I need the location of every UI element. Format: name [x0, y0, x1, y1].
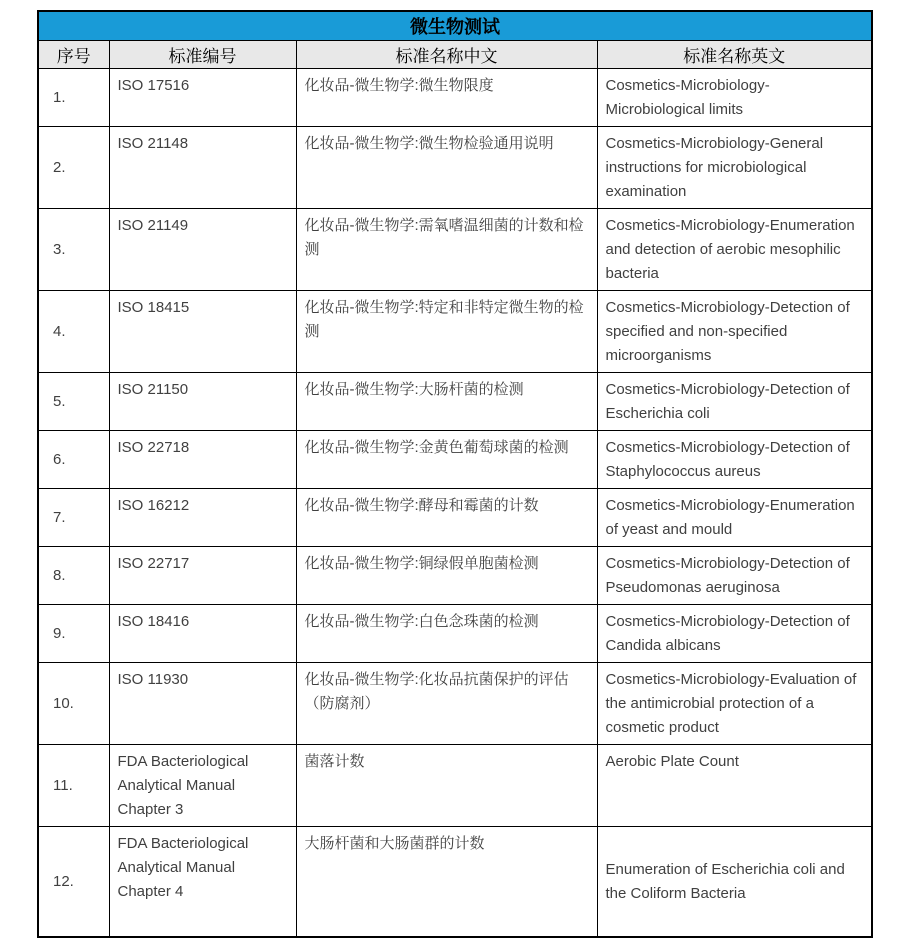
- column-header-code: 标准编号: [109, 41, 296, 69]
- cell-cn: 化妆品-微生物学:微生物限度: [296, 69, 597, 127]
- cell-en: Cosmetics-Microbiology-Detection of Candida albicans: [597, 605, 872, 663]
- cell-code: ISO 18416: [109, 605, 296, 663]
- cell-cn: 菌落计数: [296, 745, 597, 827]
- cell-code: FDA Bacteriological Analytical Manual Chapter 3: [109, 745, 296, 827]
- column-header-no: 序号: [38, 41, 109, 69]
- cell-code: ISO 21149: [109, 209, 296, 291]
- table-row: [38, 663, 872, 745]
- cell-en: Aerobic Plate Count: [597, 745, 872, 827]
- cell-no: 1.: [38, 69, 109, 127]
- cell-en: Cosmetics-Microbiology-Microbiological limits: [597, 69, 872, 127]
- cell-code: ISO 22717: [109, 547, 296, 605]
- cell-code: ISO 21148: [109, 127, 296, 209]
- cell-cn: 大肠杆菌和大肠菌群的计数: [296, 827, 597, 937]
- table-row: [38, 291, 872, 373]
- cell-cn: 化妆品-微生物学:金黄色葡萄球菌的检测: [296, 431, 597, 489]
- cell-cn: 化妆品-微生物学:化妆品抗菌保护的评估（防腐剂）: [296, 663, 597, 745]
- cell-cn: 化妆品-微生物学:酵母和霉菌的计数: [296, 489, 597, 547]
- cell-no: 4.: [38, 291, 109, 373]
- cell-code: ISO 22718: [109, 431, 296, 489]
- cell-en: Cosmetics-Microbiology-Detection of Escherichia coli: [597, 373, 872, 431]
- table-row: [38, 209, 872, 291]
- cell-cn: 化妆品-微生物学:需氧嗜温细菌的计数和检测: [296, 209, 597, 291]
- table-row: [38, 827, 872, 937]
- cell-en: Enumeration of Escherichia coli and the Coliform Bacteria: [597, 827, 872, 937]
- cell-code: ISO 11930: [109, 663, 296, 745]
- column-header-cn: 标准名称中文: [296, 41, 597, 69]
- cell-no: 10.: [38, 663, 109, 745]
- cell-code: ISO 18415: [109, 291, 296, 373]
- cell-no: 3.: [38, 209, 109, 291]
- column-header-en: 标准名称英文: [597, 41, 872, 69]
- table-title: 微生物测试: [38, 11, 872, 41]
- cell-en: Cosmetics-Microbiology-Detection of specified and non-specified microorganisms: [597, 291, 872, 373]
- table-row: [38, 745, 872, 827]
- cell-no: 11.: [38, 745, 109, 827]
- microbiology-test-standards-table: [37, 10, 873, 938]
- table-row: [38, 127, 872, 209]
- cell-en: Cosmetics-Microbiology-General instructions for microbiological examination: [597, 127, 872, 209]
- cell-code: ISO 21150: [109, 373, 296, 431]
- cell-no: 12.: [38, 827, 109, 937]
- table-row: [38, 605, 872, 663]
- cell-no: 6.: [38, 431, 109, 489]
- cell-cn: 化妆品-微生物学:特定和非特定微生物的检测: [296, 291, 597, 373]
- cell-en: Cosmetics-Microbiology-Enumeration of yeast and mould: [597, 489, 872, 547]
- cell-code: FDA Bacteriological Analytical Manual Chapter 4: [109, 827, 296, 937]
- cell-no: 5.: [38, 373, 109, 431]
- cell-no: 2.: [38, 127, 109, 209]
- table-row: [38, 489, 872, 547]
- cell-no: 8.: [38, 547, 109, 605]
- table-body: [38, 69, 872, 937]
- cell-en: Cosmetics-Microbiology-Detection of Pseudomonas aeruginosa: [597, 547, 872, 605]
- cell-cn: 化妆品-微生物学:铜绿假单胞菌检测: [296, 547, 597, 605]
- document-page: [0, 10, 908, 902]
- cell-cn: 化妆品-微生物学:大肠杆菌的检测: [296, 373, 597, 431]
- cell-cn: 化妆品-微生物学:白色念珠菌的检测: [296, 605, 597, 663]
- cell-code: ISO 17516: [109, 69, 296, 127]
- cell-no: 9.: [38, 605, 109, 663]
- table-row: [38, 547, 872, 605]
- column-header-row: [38, 41, 872, 69]
- cell-en: Cosmetics-Microbiology-Evaluation of the antimicrobial protection of a cosmetic product: [597, 663, 872, 745]
- table-row: [38, 373, 872, 431]
- cell-en: Cosmetics-Microbiology-Detection of Staphylococcus aureus: [597, 431, 872, 489]
- cell-en: Cosmetics-Microbiology-Enumeration and detection of aerobic mesophilic bacteria: [597, 209, 872, 291]
- table-row: [38, 69, 872, 127]
- table-title-row: [38, 11, 872, 41]
- table-row: [38, 431, 872, 489]
- cell-cn: 化妆品-微生物学:微生物检验通用说明: [296, 127, 597, 209]
- cell-code: ISO 16212: [109, 489, 296, 547]
- cell-no: 7.: [38, 489, 109, 547]
